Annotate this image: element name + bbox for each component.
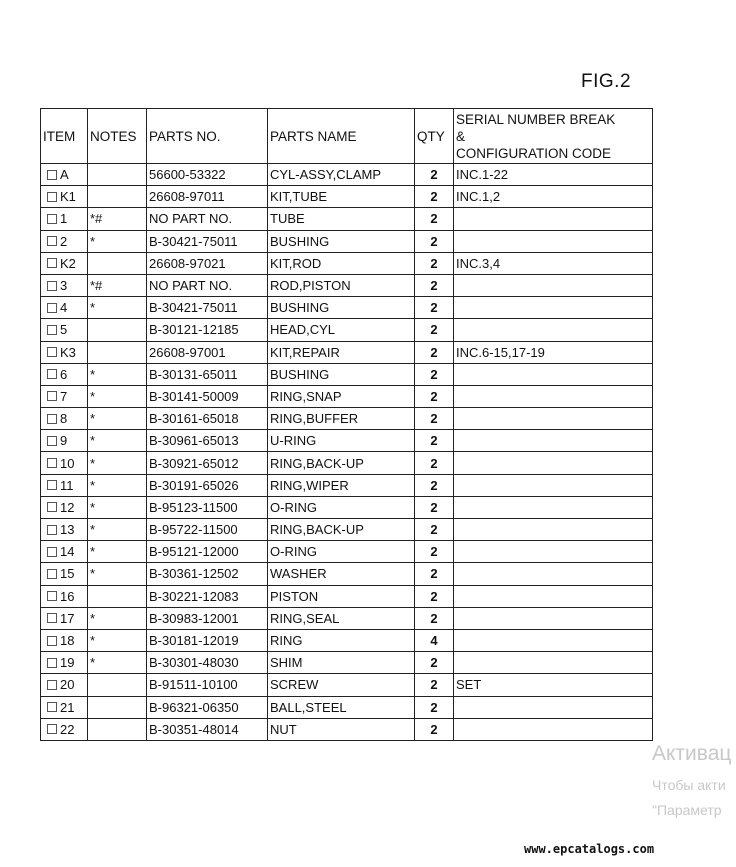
parts-name-cell: RING,WIPER [268,474,415,496]
select-checkbox[interactable] [47,658,57,668]
parts-no-cell: B-30421-75011 [147,297,268,319]
select-checkbox[interactable] [47,680,57,690]
notes-cell: *# [88,274,147,296]
item-cell-content [43,611,85,626]
item-cell-content [43,389,85,404]
qty-cell: 2 [415,585,454,607]
table-row [41,186,653,208]
parts-name-cell: SHIM [268,652,415,674]
notes-cell [88,319,147,341]
header-serial-line: CONFIGURATION CODE [456,145,611,161]
header-serial-line: SERIAL NUMBER BREAK [456,111,616,127]
select-checkbox[interactable] [47,347,57,357]
select-checkbox[interactable] [47,281,57,291]
item-cell [41,385,88,407]
item-cell-content [43,189,85,204]
item-cell-content [43,211,85,226]
item-cell-content [43,256,85,271]
table-row [41,230,653,252]
serial-cell [454,274,653,296]
item-cell-content [43,700,85,715]
qty-cell: 2 [415,164,454,186]
item-cell [41,252,88,274]
header-parts-no: PARTS NO. [147,109,268,164]
notes-cell [88,341,147,363]
qty-cell: 2 [415,452,454,474]
serial-cell: INC.1,2 [454,186,653,208]
item-cell-content [43,345,85,360]
serial-cell [454,563,653,585]
item-cell [41,674,88,696]
parts-name-cell: KIT,REPAIR [268,341,415,363]
parts-name-cell: HEAD,CYL [268,319,415,341]
item-label: 16 [60,588,75,604]
parts-no-cell: B-30121-12185 [147,319,268,341]
item-label: 12 [60,499,75,515]
parts-no-cell: 26608-97021 [147,252,268,274]
item-cell-content [43,566,85,581]
table-row [41,474,653,496]
parts-name-cell: BUSHING [268,297,415,319]
item-cell-content [43,633,85,648]
parts-no-cell: B-96321-06350 [147,696,268,718]
serial-cell [454,208,653,230]
table-row [41,274,653,296]
parts-no-cell: B-30921-65012 [147,452,268,474]
select-checkbox[interactable] [47,591,57,601]
item-cell-content [43,167,85,182]
parts-no-cell: NO PART NO. [147,208,268,230]
serial-cell [454,607,653,629]
item-cell [41,186,88,208]
notes-cell [88,718,147,740]
parts-name-cell: TUBE [268,208,415,230]
table-row [41,718,653,740]
parts-no-cell: B-30421-75011 [147,230,268,252]
parts-no-cell: B-30361-12502 [147,563,268,585]
parts-name-cell: RING [268,629,415,651]
notes-cell: * [88,496,147,518]
table-row [41,496,653,518]
parts-no-cell: B-30191-65026 [147,474,268,496]
item-cell [41,718,88,740]
item-cell [41,274,88,296]
parts-name-cell: BUSHING [268,363,415,385]
item-cell-content [43,411,85,426]
item-cell [41,408,88,430]
parts-name-cell: RING,BACK-UP [268,519,415,541]
table-row [41,674,653,696]
table-row [41,208,653,230]
item-label: 8 [60,411,68,427]
select-checkbox[interactable] [47,613,57,623]
table-row [41,629,653,651]
parts-name-cell: BALL,STEEL [268,696,415,718]
item-cell-content [43,322,85,337]
notes-cell: * [88,452,147,474]
item-label: 11 [60,477,74,493]
item-cell [41,341,88,363]
activation-watermark-title: Активац [652,742,732,765]
item-cell-content [43,722,85,737]
qty-cell: 2 [415,408,454,430]
serial-cell [454,363,653,385]
item-label: K2 [60,255,76,271]
qty-cell: 2 [415,297,454,319]
notes-cell: * [88,541,147,563]
notes-cell [88,252,147,274]
item-cell [41,164,88,186]
notes-cell [88,674,147,696]
table-row [41,585,653,607]
qty-cell: 2 [415,208,454,230]
select-checkbox[interactable] [47,547,57,557]
item-cell [41,607,88,629]
item-label: 21 [60,699,75,715]
qty-cell: 2 [415,474,454,496]
parts-name-cell: O-RING [268,541,415,563]
serial-cell: SET [454,674,653,696]
item-label: 10 [60,455,75,471]
select-checkbox[interactable] [47,236,57,246]
item-cell-content [43,300,85,315]
notes-cell [88,164,147,186]
notes-cell: * [88,629,147,651]
item-cell-content [43,522,85,537]
select-checkbox[interactable] [47,525,57,535]
select-checkbox[interactable] [47,436,57,446]
select-checkbox[interactable] [47,391,57,401]
table-row [41,164,653,186]
header-qty: QTY [415,109,454,164]
item-label: 17 [60,610,75,626]
item-cell [41,319,88,341]
table-row [41,519,653,541]
notes-cell: * [88,519,147,541]
qty-cell: 4 [415,629,454,651]
notes-cell: * [88,385,147,407]
select-checkbox[interactable] [47,569,57,579]
parts-name-cell: O-RING [268,496,415,518]
item-cell-content [43,655,85,670]
notes-cell: * [88,474,147,496]
qty-cell: 2 [415,274,454,296]
table-row [41,385,653,407]
qty-cell: 2 [415,496,454,518]
qty-cell: 2 [415,696,454,718]
qty-cell: 2 [415,230,454,252]
table-row [41,297,653,319]
item-label: K1 [60,189,76,205]
serial-cell [454,629,653,651]
item-cell [41,363,88,385]
select-checkbox[interactable] [47,724,57,734]
figure-label: FIG.2 [581,71,632,92]
item-cell [41,297,88,319]
item-cell-content [43,278,85,293]
parts-name-cell: U-RING [268,430,415,452]
table-row [41,430,653,452]
item-label: 5 [60,322,68,338]
qty-cell: 2 [415,674,454,696]
qty-cell: 2 [415,652,454,674]
parts-no-cell: B-30351-48014 [147,718,268,740]
notes-cell: * [88,230,147,252]
activation-watermark-line: "Параметр [652,802,722,818]
notes-cell [88,696,147,718]
qty-cell: 2 [415,252,454,274]
notes-cell: * [88,652,147,674]
item-label: 2 [60,233,68,249]
notes-cell: * [88,430,147,452]
parts-no-cell: B-30301-48030 [147,652,268,674]
item-cell [41,496,88,518]
qty-cell: 2 [415,341,454,363]
serial-cell [454,696,653,718]
select-checkbox[interactable] [47,636,57,646]
parts-no-cell: B-30961-65013 [147,430,268,452]
item-cell [41,474,88,496]
parts-no-cell: B-30161-65018 [147,408,268,430]
table-row [41,341,653,363]
serial-cell [454,319,653,341]
parts-name-cell: BUSHING [268,230,415,252]
item-cell [41,629,88,651]
parts-no-cell: B-91511-10100 [147,674,268,696]
notes-cell: * [88,607,147,629]
select-checkbox[interactable] [47,480,57,490]
item-cell-content [43,677,85,692]
activation-watermark-line: Чтобы акти [652,777,726,793]
qty-cell: 2 [415,607,454,629]
serial-cell: INC.3,4 [454,252,653,274]
parts-no-cell: NO PART NO. [147,274,268,296]
item-label: 3 [60,278,68,294]
item-cell [41,208,88,230]
parts-name-cell: KIT,TUBE [268,186,415,208]
serial-cell [454,430,653,452]
item-label: 13 [60,522,75,538]
item-cell-content [43,500,85,515]
parts-table [40,108,653,741]
parts-name-cell: RING,BACK-UP [268,452,415,474]
notes-cell: * [88,408,147,430]
table-row [41,319,653,341]
serial-cell: INC.1-22 [454,164,653,186]
serial-cell [454,519,653,541]
parts-no-cell: B-95121-12000 [147,541,268,563]
item-label: 19 [60,655,75,671]
parts-no-cell: B-95722-11500 [147,519,268,541]
notes-cell: * [88,563,147,585]
notes-cell: *# [88,208,147,230]
serial-cell: INC.6-15,17-19 [454,341,653,363]
item-cell [41,696,88,718]
serial-cell [454,541,653,563]
table-row [41,563,653,585]
serial-cell [454,452,653,474]
item-cell [41,541,88,563]
select-checkbox[interactable] [47,702,57,712]
select-checkbox[interactable] [47,325,57,335]
serial-cell [454,652,653,674]
item-label: 22 [60,721,75,737]
footer-url: www.epcatalogs.com [524,842,655,856]
item-cell-content [43,234,85,249]
table-row [41,541,653,563]
select-checkbox[interactable] [47,258,57,268]
parts-no-cell: B-30983-12001 [147,607,268,629]
item-label: 14 [60,544,75,560]
parts-name-cell: RING,BUFFER [268,408,415,430]
table-row [41,363,653,385]
table-row [41,696,653,718]
table-row [41,452,653,474]
parts-no-cell: 26608-97011 [147,186,268,208]
item-label: 4 [60,300,68,316]
item-cell [41,430,88,452]
item-label: 9 [60,433,68,449]
item-cell [41,452,88,474]
item-cell-content [43,456,85,471]
qty-cell: 2 [415,363,454,385]
item-cell-content [43,478,85,493]
parts-no-cell: B-30181-12019 [147,629,268,651]
notes-cell: * [88,363,147,385]
qty-cell: 2 [415,563,454,585]
parts-name-cell: RING,SEAL [268,607,415,629]
item-cell-content [43,367,85,382]
qty-cell: 2 [415,430,454,452]
item-label: 18 [60,633,75,649]
serial-cell [454,474,653,496]
parts-name-cell: SCREW [268,674,415,696]
notes-cell [88,186,147,208]
select-checkbox[interactable] [47,502,57,512]
select-checkbox[interactable] [47,214,57,224]
item-label: A [60,167,69,183]
item-cell-content [43,589,85,604]
item-cell [41,519,88,541]
header-item: ITEM [41,109,88,164]
parts-name-cell: RING,SNAP [268,385,415,407]
parts-no-cell: B-30221-12083 [147,585,268,607]
header-serial-line: & [456,128,466,144]
serial-cell [454,718,653,740]
qty-cell: 2 [415,541,454,563]
item-label: 20 [60,677,75,693]
qty-cell: 2 [415,186,454,208]
parts-name-cell: CYL-ASSY,CLAMP [268,164,415,186]
parts-name-cell: ROD,PISTON [268,274,415,296]
item-cell [41,585,88,607]
serial-cell [454,297,653,319]
header-serial [454,109,653,164]
select-checkbox[interactable] [47,192,57,202]
parts-name-cell: NUT [268,718,415,740]
qty-cell: 2 [415,718,454,740]
table-header-row [41,109,653,164]
notes-cell [88,585,147,607]
parts-name-cell: PISTON [268,585,415,607]
item-cell-content [43,544,85,559]
item-cell [41,563,88,585]
item-label: K3 [60,344,76,360]
item-cell [41,230,88,252]
qty-cell: 2 [415,385,454,407]
serial-cell [454,496,653,518]
table-row [41,652,653,674]
select-checkbox[interactable] [47,303,57,313]
item-label: 15 [60,566,75,582]
parts-no-cell: B-30141-50009 [147,385,268,407]
parts-no-cell: B-95123-11500 [147,496,268,518]
header-parts-name: PARTS NAME [268,109,415,164]
parts-no-cell: B-30131-65011 [147,363,268,385]
serial-cell [454,385,653,407]
item-cell-content [43,433,85,448]
item-label: 1 [60,211,68,227]
header-notes: NOTES [88,109,147,164]
notes-cell: * [88,297,147,319]
qty-cell: 2 [415,519,454,541]
parts-name-cell: WASHER [268,563,415,585]
select-checkbox[interactable] [47,458,57,468]
parts-name-cell: KIT,ROD [268,252,415,274]
select-checkbox[interactable] [47,170,57,180]
select-checkbox[interactable] [47,369,57,379]
serial-cell [454,585,653,607]
item-label: 7 [60,388,68,404]
table-row [41,408,653,430]
parts-no-cell: 26608-97001 [147,341,268,363]
table-row [41,252,653,274]
parts-no-cell: 56600-53322 [147,164,268,186]
serial-cell [454,230,653,252]
table-row [41,607,653,629]
serial-cell [454,408,653,430]
item-label: 6 [60,366,68,382]
qty-cell: 2 [415,319,454,341]
item-cell [41,652,88,674]
select-checkbox[interactable] [47,414,57,424]
